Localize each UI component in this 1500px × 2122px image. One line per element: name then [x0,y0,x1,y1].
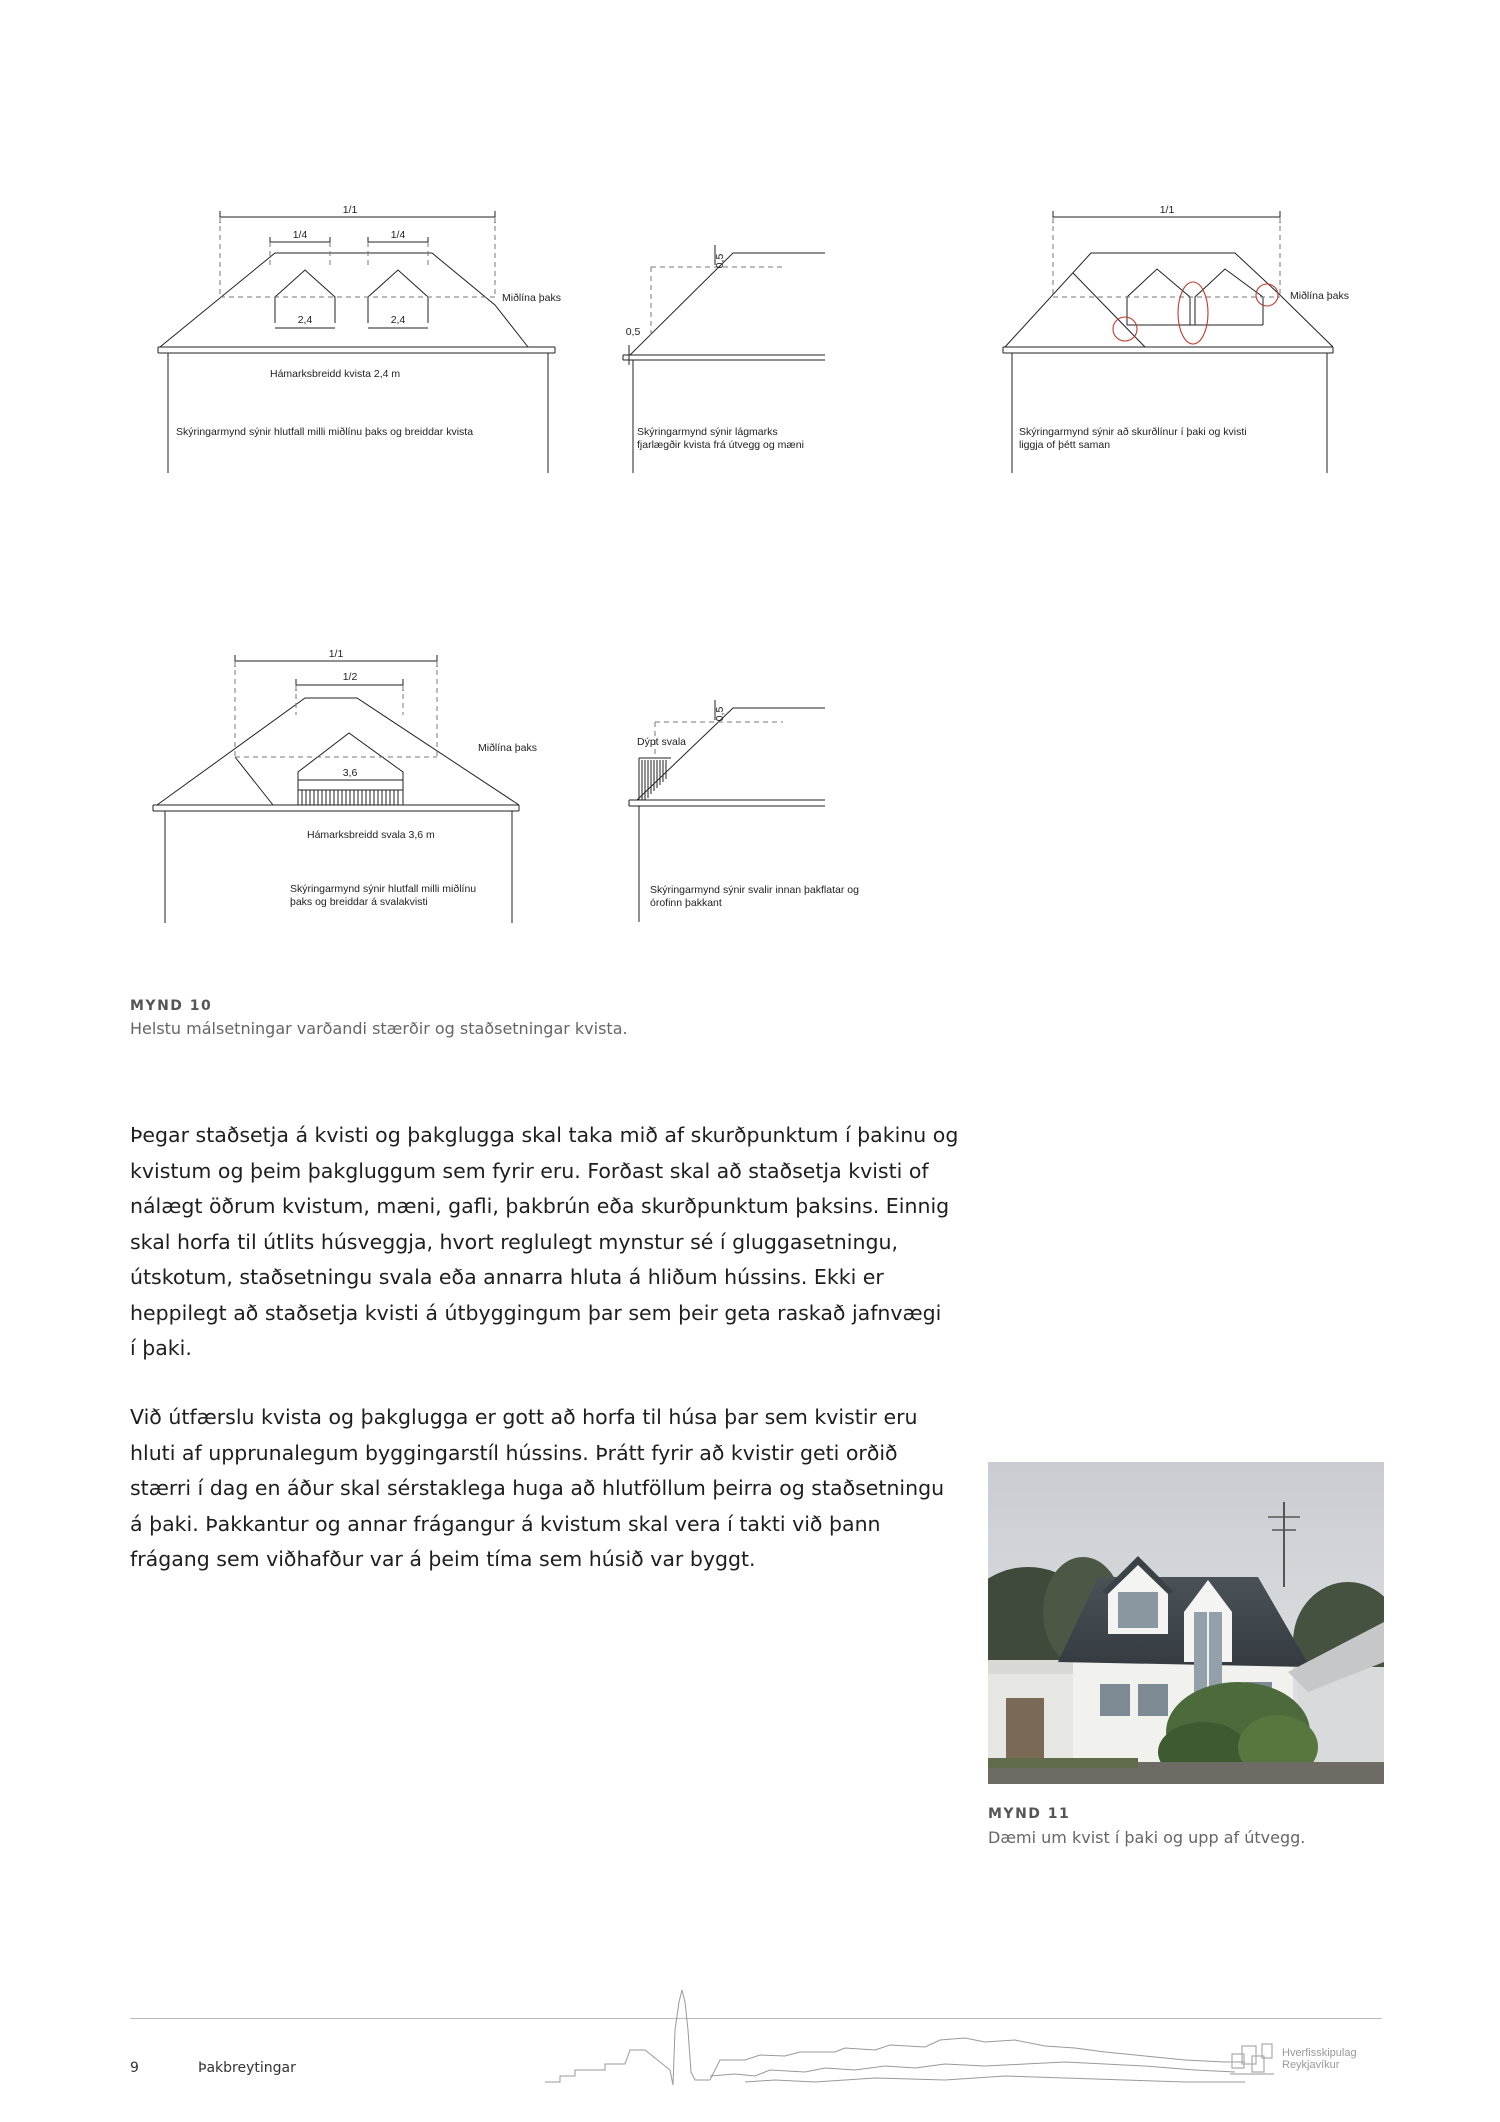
caption-line-1: Skýringarmynd sýnir lágmarks [637,426,778,438]
hverfisskipulag-logo-icon [1228,2040,1278,2080]
dim-right: 1/4 [390,229,406,241]
paragraph-line: nálægt öðrum kvistum, mæni, gafli, þakbrún eða skurðpunktum þaksins. Einnig [130,1194,950,1218]
diagram-intersecting-lines [995,195,1395,475]
section-title: Þakbreytingar [198,2060,296,2076]
width-left: 2,4 [297,314,313,326]
figure-10-text: Helstu málsetningar varðandi stærðir og staðsetningar kvista. [130,1019,628,1038]
paragraph-line: kvistum og þeim þakgluggum sem fyrir eru. Forðast skal að staðsetja kvisti of [130,1158,929,1183]
caption-line-2: órofinn þakkant [650,897,722,909]
caption-line-2: fjarlægðir kvista frá útvegg og mæni [637,439,804,451]
figure-11-text: Dæmi um kvist í þaki og upp af útvegg. [988,1828,1306,1847]
paragraph-line: útskotum, staðsetningu svala eða annarra hluta á hliðum hússins. Ekki er [130,1265,884,1289]
highlight-ellipse-middle [1178,282,1208,344]
midline-label: Miðlína þaks [478,742,537,754]
paragraph-line: Þegar staðsetja á kvisti og þakglugga skal taka mið af skurðpunktum í þakinu og [130,1123,959,1147]
figure-11-label: MYND 11 [988,1806,1071,1822]
diagram-balcony-dormer [145,645,565,930]
paragraph-line: í þaki. [130,1336,192,1360]
dim-top: 0,5 [714,706,726,722]
paragraph-line: frágang sem viðhafður var á þeim tíma sem húsið var byggt. [130,1547,756,1571]
max-width-label: Hámarksbreidd kvista 2,4 m [270,368,401,380]
width-right: 2,4 [390,314,406,326]
dim-total: 1/1 [342,204,358,216]
highlight-circle-left [1113,317,1137,341]
diagram-balcony-depth [615,690,915,930]
paragraph-line: heppilegt að staðsetja kvisti á útbyggingum þar sem þeir geta raskað jafnvægi [130,1300,942,1325]
paragraph-line: skal horfa til útlits húsveggja, hvort reglulegt mynstur sé í gluggasetningu, [130,1229,898,1254]
diagram-min-distances [615,235,855,475]
paragraph-line: stærri í dag en áður skal sérstaklega huga að hlutföllum þeirra og staðsetningu [130,1476,945,1500]
logo-line-1: Hverfisskipulag [1282,2047,1357,2059]
caption-line-2: þaks og breiddar á svalakvisti [290,896,428,908]
page-number: 9 [130,2060,139,2076]
paragraph-line: á þaki. Þakkantur og annar frágangur á kvistum skal vera í takti við þann [130,1511,881,1536]
caption-line-2: liggja of þétt saman [1019,439,1111,451]
paragraph-2 [130,1400,990,1578]
caption-line-1: Skýringarmynd sýnir hlutfall milli miðlínu [290,883,477,895]
house-photo [988,1462,1384,1784]
max-width-label: Hámarksbreidd svala 3,6 m [307,829,435,841]
dim-bottom: 0,5 [625,326,641,338]
skyline-illustration [545,1990,1245,2090]
dim-left: 1/4 [292,229,308,241]
dim-top: 0,5 [714,253,726,269]
highlight-circle-right [1256,284,1278,306]
paragraph-line: hluti af upprunalegum byggingarstíl hússins. Þrátt fyrir að kvistir geti orðið [130,1440,898,1465]
diagram-dormer-width-ratio [150,195,570,475]
logo-text [1282,2047,1357,2071]
figure-10-label: MYND 10 [130,998,213,1014]
depth-label: Dýpt svala [637,736,687,748]
dim-half: 1/2 [342,671,358,683]
paragraph-line: Við útfærslu kvista og þakglugga er gott að horfa til húsa þar sem kvistir eru [130,1405,918,1429]
paragraph-1 [130,1118,990,1367]
logo-line-2: Reykjavíkur [1282,2059,1340,2071]
midline-label: Miðlína þaks [1290,290,1349,302]
dim-total: 1/1 [1159,204,1175,216]
caption-line-1: Skýringarmynd sýnir svalir innan þakflatar og [650,884,859,896]
midline-label: Miðlína þaks [502,292,561,304]
dim-total: 1/1 [328,648,344,660]
caption-line-1: Skýringarmynd sýnir að skurðlínur í þaki og kvisti [1019,426,1247,438]
diagram-caption: Skýringarmynd sýnir hlutfall milli miðlínu þaks og breiddar kvista [176,426,474,438]
width: 3,6 [342,767,358,779]
